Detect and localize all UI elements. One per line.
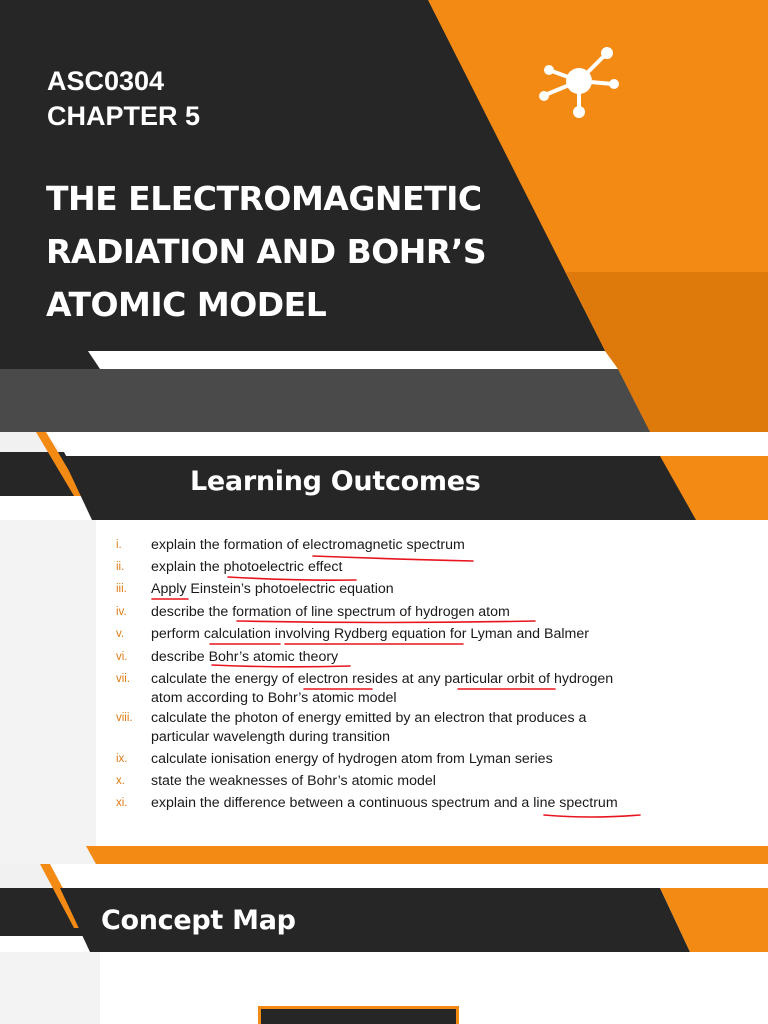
course-code: ASC0304 xyxy=(47,66,165,96)
item-text: state the weaknesses of Bohr’s atomic model xyxy=(151,773,436,789)
title-line: THE ELECTROMAGNETIC xyxy=(46,179,482,218)
item-text: calculate ionisation energy of hydrogen atom from Lyman series xyxy=(151,751,553,767)
item-number: vi. xyxy=(116,651,128,663)
title-slide xyxy=(0,0,768,432)
item-text: atom according to Bohr’s atomic model xyxy=(151,690,397,706)
chapter-label: CHAPTER 5 xyxy=(47,101,201,131)
item-number: i. xyxy=(116,539,122,551)
concept-map-slide xyxy=(0,864,768,1024)
item-number: ii. xyxy=(116,561,125,573)
item-number: viii. xyxy=(116,712,133,724)
item-text: calculate the photon of energy emitted by an electron that produces a xyxy=(151,710,587,726)
item-number: iv. xyxy=(116,606,127,618)
item-text: calculate the energy of electron resides at any particular orbit of hydrogen xyxy=(151,671,614,687)
molecule-network-icon xyxy=(536,42,622,118)
item-number: xi. xyxy=(116,797,128,809)
handwritten-underline-marks xyxy=(0,432,768,864)
slide-title xyxy=(46,172,566,331)
item-text: particular wavelength during transition xyxy=(151,729,390,745)
item-text: describe the formation of line spectrum of hydrogen atom xyxy=(151,604,510,620)
item-number: x. xyxy=(116,775,125,787)
item-text: perform calculation involving Rydberg equation for Lyman and Balmer xyxy=(151,626,589,642)
learning-outcomes-slide xyxy=(0,432,768,864)
item-number: vii. xyxy=(116,673,131,685)
item-number: v. xyxy=(116,628,125,640)
item-text: Apply Einstein’s photoelectric equation xyxy=(151,581,394,597)
item-number: ix. xyxy=(116,753,128,765)
item-text: explain the photoelectric effect xyxy=(151,559,343,575)
title-line: ATOMIC MODEL xyxy=(46,285,327,324)
item-text: explain the formation of electromagnetic spectrum xyxy=(151,537,465,553)
item-text: explain the difference between a continuous spectrum and a line spectrum xyxy=(151,795,618,811)
item-number: iii. xyxy=(116,583,127,595)
learning-outcomes-heading: Learning Outcomes xyxy=(190,466,481,497)
concept-map-node xyxy=(258,1006,459,1024)
concept-map-background xyxy=(0,864,768,1024)
gray-stripe xyxy=(0,369,650,432)
concept-map-heading: Concept Map xyxy=(101,905,296,936)
item-text: describe Bohr’s atomic theory xyxy=(151,649,339,665)
title-line: RADIATION AND BOHR’S xyxy=(46,232,487,271)
